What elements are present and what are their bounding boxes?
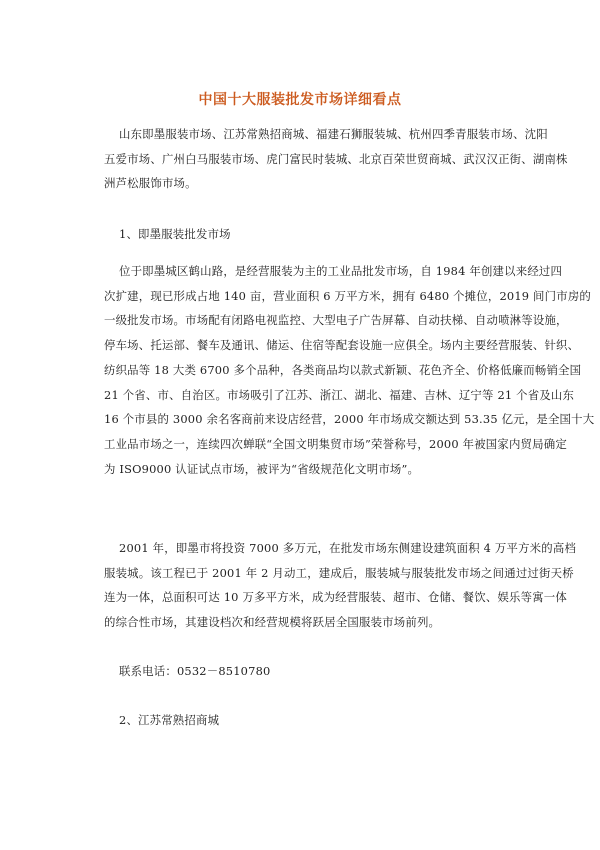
section1-paragraph-1 (104, 259, 595, 481)
contact-line (104, 659, 539, 684)
text-line: 工业品市场之一，连续四次蝉联“全国文明集贸市场”荣誉称号，2000 年被国家内贸局确定 (104, 436, 567, 451)
section2-heading (104, 708, 539, 733)
document-title: 中国十大服装批发市场详细看点 (198, 92, 402, 108)
text-line: 16 个市县的 3000 余名客商前来设店经营，2000 年市场成交额达到 53.35 亿元，是全国十大 (104, 412, 595, 427)
text-line: 停车场、托运部、餐车及通讯、储运、住宿等配套设施一应俱全。场内主要经营服装、针织、 (104, 338, 580, 353)
intro-paragraph (104, 122, 568, 196)
section1-heading-text: 1、即墨服装批发市场 (119, 227, 231, 241)
text-line: 服装城。该工程已于 2001 年 2 月动工，建成后，服装城与服装批发市场之间通过过街天桥 (104, 565, 574, 580)
section1-paragraph-2 (104, 536, 577, 635)
text-line: 21 个省、市、自治区。市场吸引了江苏、浙江、湖北、福建、吉林、辽宁等 21 个省及山东 (104, 387, 575, 402)
section1-heading (104, 222, 539, 247)
text-line: 的综合性市场，其建设档次和经营规模将跃居全国服装市场前列。 (104, 615, 441, 630)
text-line: 纺织品等 18 大类 6700 多个品种，各类商品均以款式新颖、花色齐全、价格低廉而畅销全国 (104, 362, 582, 377)
text-line: 一级批发市场。市场配有闭路电视监控、大型电子广告屏幕、自动扶梯、自动喷淋等设施， (104, 313, 568, 328)
text-line: 2001 年，即墨市将投资 7000 多万元，在批发市场东侧建设建筑面积 4 万平方米的高档 (119, 541, 577, 555)
contact-phone: 联系电话：0532－8510780 (119, 664, 271, 678)
section2-heading-text: 2、江苏常熟招商城 (119, 713, 220, 727)
text-line: 次扩建，现已形成占地 140 亩，营业面积 6 万平方米，拥有 6480 个摊位，2019 间门市房的 (104, 288, 592, 303)
text-line: 位于即墨城区鹤山路，是经营服装为主的工业品批发市场，自 1984 年创建以来经过四 (119, 264, 563, 278)
text-line: 五爱市场、广州白马服装市场、虎门富民时装城、北京百荣世贸商城、武汉汉正街、湖南株 (104, 151, 568, 166)
text-line: 连为一体，总面积可达 10 万多平方米，成为经营服装、超市、仓储、餐饮、娱乐等寓一体 (104, 590, 567, 605)
text-line: 山东即墨服装市场、江苏常熟招商城、福建石狮服装城、杭州四季青服装市场、沈阳 (119, 127, 548, 141)
text-line: 为 ISO9000 认证试点市场，被评为“省级规范化文明市场”。 (104, 461, 420, 476)
text-line: 洲芦松服饰市场。 (104, 176, 197, 191)
